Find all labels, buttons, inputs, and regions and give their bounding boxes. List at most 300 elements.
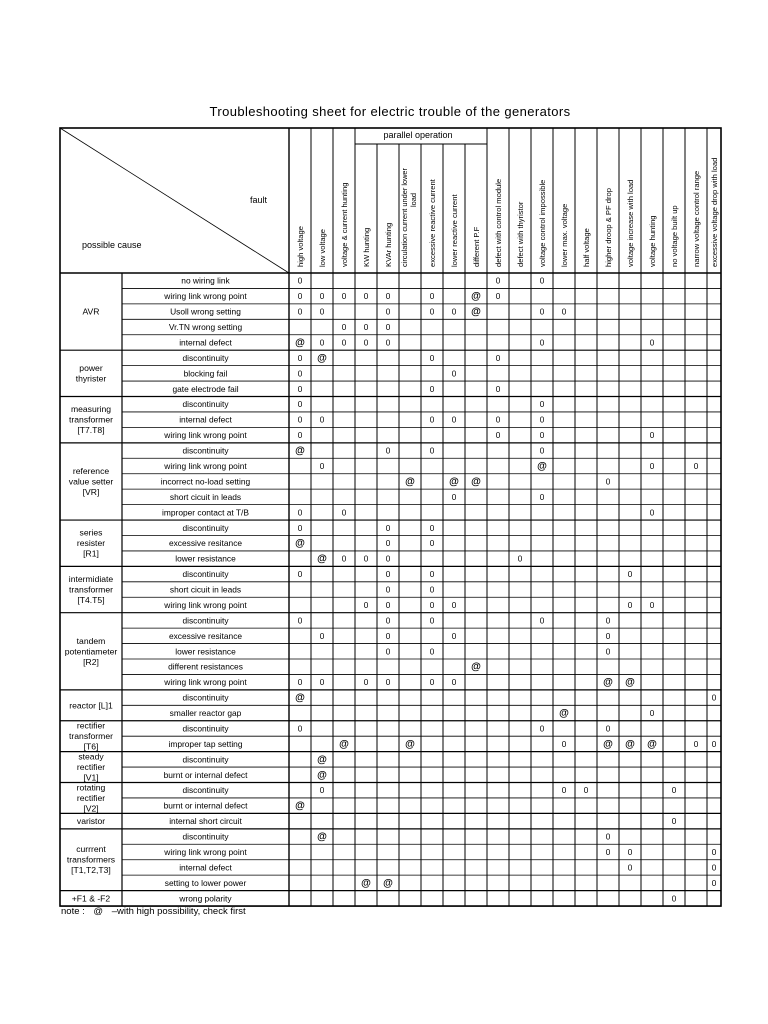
note-label: note : (61, 906, 85, 917)
possible-mark: 0 (319, 462, 325, 471)
high-possibility-mark: @ (317, 553, 327, 565)
possible-mark: 0 (451, 369, 457, 379)
possible-mark: 0 (649, 462, 655, 471)
possible-mark: 0 (297, 276, 303, 286)
high-possibility-mark: @ (295, 538, 305, 550)
possible-mark: 0 (561, 307, 567, 317)
high-possibility-mark: @ (339, 738, 349, 750)
fault-label: KVAr hunting (384, 222, 393, 267)
high-possibility-mark: @ (295, 337, 305, 349)
possible-mark: 0 (341, 292, 347, 302)
possible-mark: 0 (297, 724, 303, 734)
possible-mark: 0 (627, 848, 633, 857)
cause-group (77, 782, 106, 813)
possible-mark: 0 (341, 508, 347, 518)
cause-label: different resistances (168, 661, 243, 672)
table-row (163, 461, 698, 472)
cause-label: wrong polarity (179, 893, 232, 904)
cause-label: discontinuity (182, 615, 229, 626)
fault-label: excessive reactive current (428, 179, 437, 267)
high-possibility-mark: @ (471, 476, 481, 488)
cause-label: internal defect (179, 862, 232, 873)
table-row (179, 862, 717, 872)
possible-mark: 0 (319, 786, 325, 796)
fault-label: voltage hunting (648, 215, 657, 267)
possible-mark: 0 (649, 709, 655, 719)
possible-mark: 0 (693, 462, 699, 471)
possible-mark: 0 (539, 415, 545, 425)
possible-mark: 0 (297, 353, 303, 363)
fault-label: fault (250, 195, 268, 205)
group-name: rectifier (76, 792, 106, 803)
fault-label: higher droop & PF drop (604, 188, 613, 267)
high-possibility-mark: @ (537, 461, 547, 472)
fault-column-header (538, 180, 547, 267)
possible-mark: 0 (363, 600, 369, 610)
fault-column-header (362, 228, 371, 267)
possible-mark: 0 (363, 678, 369, 688)
possible-mark: 0 (627, 863, 633, 873)
possible-mark: 0 (297, 307, 303, 317)
fault-label: narrow voltage control range (692, 170, 701, 267)
fault-column-header (626, 180, 635, 267)
group-name: AVR (82, 306, 100, 317)
table-row (182, 754, 327, 765)
fault-column-header (648, 215, 657, 267)
cause-label: discontinuity (182, 445, 229, 456)
cause-label: wiring link wrong point (164, 291, 247, 302)
possible-mark: 0 (363, 323, 369, 333)
high-possibility-mark: @ (317, 754, 327, 766)
fault-column-header (296, 226, 305, 267)
possible-mark: 0 (319, 415, 325, 425)
table-row (169, 322, 391, 332)
possible-mark: 0 (605, 616, 611, 626)
possible-mark: 0 (451, 631, 457, 641)
table-row (182, 693, 716, 704)
high-possibility-mark: @ (405, 738, 415, 750)
fault-label: defect with thyristor (516, 201, 525, 267)
possible-mark: 0 (627, 600, 633, 610)
possible-mark: 0 (539, 616, 545, 626)
cause-label: internal defect (179, 337, 232, 348)
possible-cause-label: possible cause (82, 240, 142, 250)
fault-column-header (582, 228, 591, 267)
fault-label: no voltage built up (670, 205, 679, 267)
cause-label: internal short circuit (169, 816, 242, 827)
cause-label: burnt or internal defect (163, 800, 248, 811)
group-name: rectifier (76, 762, 106, 773)
table-header (82, 130, 453, 250)
possible-mark: 0 (429, 600, 435, 610)
cause-label: discontinuity (182, 352, 229, 363)
possible-mark: 0 (429, 539, 435, 549)
possible-mark: 0 (605, 848, 611, 857)
possible-mark: 0 (297, 292, 303, 302)
table-row (182, 785, 676, 795)
possible-mark: 0 (297, 415, 303, 425)
fault-column-header (560, 204, 569, 267)
possible-mark: 0 (495, 384, 501, 394)
cause-label: lower resistance (175, 553, 236, 564)
table-row (182, 446, 544, 457)
group-name: [V2] (83, 803, 99, 814)
possible-mark: 0 (385, 600, 391, 610)
possible-mark: 0 (297, 616, 303, 626)
possible-mark: 0 (561, 786, 567, 796)
group-name: currrent (76, 844, 106, 855)
cause-label: discontinuity (182, 522, 229, 533)
possible-mark: 0 (363, 292, 369, 302)
fault-column-header (494, 179, 503, 267)
cause-label: wiring link wrong point (164, 461, 247, 471)
cause-label: incorrect no-load setting (160, 476, 251, 487)
cause-label: no wiring link (181, 275, 230, 286)
group-name: [R2] (83, 656, 99, 667)
table-row (182, 723, 610, 733)
group-name: varistor (76, 816, 106, 827)
possible-mark: 0 (429, 523, 435, 533)
possible-mark: 0 (605, 631, 611, 641)
group-name: transformers (66, 854, 116, 865)
possible-mark: 0 (429, 384, 435, 394)
possible-mark: 0 (429, 678, 435, 688)
possible-mark: 0 (539, 492, 545, 502)
possible-mark: 0 (561, 739, 567, 749)
group-name: resister (76, 538, 106, 549)
possible-mark: 0 (539, 307, 545, 317)
possible-mark: 0 (451, 415, 457, 425)
table-row (161, 476, 611, 487)
possible-mark: 0 (341, 338, 347, 348)
high-possibility-mark: @ (317, 831, 327, 843)
possible-mark: 0 (605, 647, 611, 657)
possible-mark: 0 (385, 292, 391, 302)
table-row (182, 523, 434, 533)
fault-column-header (384, 223, 393, 267)
group-name: +F1 & -F2 (71, 893, 111, 904)
possible-mark: 0 (693, 739, 699, 749)
possible-mark: 0 (385, 631, 391, 641)
table-row (182, 399, 544, 409)
group-name: steady (78, 751, 104, 762)
possible-mark: 0 (451, 492, 457, 502)
fault-label: voltage control impossible (538, 179, 547, 267)
possible-mark: 0 (671, 786, 677, 796)
cause-label: wiring link wrong point (164, 430, 247, 441)
high-possibility-mark: @ (449, 476, 459, 488)
cause-label: excessive resitance (168, 538, 243, 549)
possible-mark: 0 (517, 554, 523, 564)
possible-mark: 0 (429, 353, 435, 363)
table-row (175, 646, 610, 656)
table-row (164, 770, 328, 781)
possible-mark: 0 (385, 323, 391, 333)
possible-mark: 0 (649, 338, 655, 348)
cause-label: short cicuit in leads (169, 584, 242, 595)
fault-column-header (670, 205, 679, 267)
possible-mark: 0 (539, 431, 545, 441)
note-text: –with high possibility, check first (111, 906, 246, 917)
high-possibility-mark: @ (471, 291, 481, 303)
cause-label: discontinuity (182, 723, 229, 734)
cause-group (82, 307, 99, 317)
fault-column-header (516, 201, 525, 267)
group-name: [T4.T5] (77, 595, 105, 606)
cause-label: improper tap setting (168, 738, 243, 749)
parallel-operation-label: parallel operation (383, 130, 453, 140)
group-name: potentiameter (64, 646, 118, 657)
possible-mark: 0 (319, 307, 325, 317)
possible-mark: 0 (341, 554, 347, 564)
group-name: rectifier (76, 720, 106, 731)
high-possibility-mark: @ (295, 692, 305, 704)
cause-label: short cicuit in leads (169, 491, 242, 502)
cause-label: wiring link wrong point (164, 599, 247, 610)
possible-mark: 0 (385, 554, 391, 564)
possible-mark: 0 (539, 724, 545, 734)
fault-label: lower reactive current (450, 194, 459, 267)
cause-label: wiring link wrong point (164, 847, 247, 857)
cause-label: Vr.TN wrong setting (168, 322, 243, 333)
possible-mark: 0 (539, 276, 545, 286)
fault-label: excessive voltage drop with load (710, 157, 719, 267)
table-row (170, 307, 567, 318)
possible-mark: 0 (319, 678, 325, 688)
cause-group (67, 844, 115, 875)
group-name: [T1,T2,T3] (71, 865, 111, 876)
fault-column-header (472, 226, 481, 267)
cause-label: discontinuity (182, 399, 229, 410)
possible-mark: 0 (539, 446, 545, 456)
table-row (178, 893, 676, 903)
group-name: [T6] (83, 741, 99, 752)
possible-mark: 0 (583, 786, 589, 796)
possible-mark: 0 (649, 431, 655, 441)
high-possibility-mark: @ (559, 708, 569, 720)
fault-label: defect with control module (494, 178, 503, 267)
fault-label: voltage increase with load (626, 179, 635, 267)
group-name: tandem (76, 635, 106, 646)
possible-mark: 0 (671, 817, 677, 827)
cause-label: gate electrode fail (172, 383, 239, 394)
possible-mark: 0 (429, 647, 435, 657)
table-row (163, 847, 716, 857)
possible-mark: 0 (429, 585, 435, 595)
group-name: measuring (70, 404, 112, 415)
high-possibility-mark: @ (625, 677, 635, 689)
possible-mark: 0 (495, 292, 501, 302)
cause-label: Usoll wrong setting (170, 306, 241, 317)
group-name: transformer (69, 731, 113, 742)
high-possibility-mark: @ (317, 769, 327, 781)
fault-column-header (604, 188, 613, 267)
cause-label: internal defect (179, 414, 232, 425)
fault-label: lower max. voltage (560, 203, 569, 267)
high-possibility-mark: @ (625, 738, 635, 750)
possible-mark: 0 (385, 616, 391, 626)
table-row (179, 415, 545, 425)
cause-label: setting to lower power (164, 877, 247, 888)
cause-group (69, 721, 113, 752)
possible-mark: 0 (385, 523, 391, 533)
high-possibility-mark: @ (317, 352, 327, 364)
possible-mark: 0 (429, 307, 435, 317)
group-name: reference (72, 465, 110, 476)
cause-group (77, 528, 105, 559)
table-row (163, 291, 500, 302)
possible-mark: 0 (363, 554, 369, 564)
possible-mark: 0 (429, 570, 435, 580)
group-name: series (79, 527, 103, 538)
possible-mark: 0 (385, 678, 391, 688)
table-row (184, 368, 457, 378)
table-row (168, 662, 481, 673)
cause-group (69, 574, 114, 605)
group-name: intermidiate (68, 574, 114, 585)
group-name: reactor [L]1 (69, 700, 113, 711)
cause-group (65, 636, 118, 667)
possible-mark: 0 (385, 647, 391, 657)
cause-group (69, 466, 114, 497)
possible-mark: 0 (385, 446, 391, 456)
cause-label: discontinuity (182, 785, 229, 796)
fault-label: voltage & current hunting (340, 182, 349, 267)
possible-mark: 0 (297, 678, 303, 688)
high-possibility-mark: @ (383, 877, 393, 889)
group-name: transformer (69, 584, 113, 595)
possible-mark: 0 (341, 323, 347, 333)
group-name: power (79, 363, 103, 374)
high-possibility-mark: @ (471, 306, 481, 318)
cause-label: discontinuity (182, 831, 229, 842)
cause-label: discontinuity (182, 754, 229, 765)
possible-mark: 0 (605, 477, 611, 487)
possible-mark: 0 (711, 878, 717, 888)
cause-label: discontinuity (182, 692, 229, 703)
fault-label: high voltage (296, 226, 305, 267)
table-row (179, 337, 655, 348)
table-row (169, 631, 611, 641)
possible-mark: 0 (711, 739, 717, 749)
table-row (181, 276, 544, 286)
possible-mark: 0 (451, 307, 457, 317)
high-possibility-mark: @ (603, 738, 613, 750)
possible-mark: 0 (495, 415, 501, 425)
high-possibility-mark: @ (295, 800, 305, 812)
fault-column-header (340, 183, 349, 267)
table-row (175, 554, 522, 565)
cause-label: wiring link wrong point (164, 677, 247, 688)
group-name: [T7.T8] (77, 425, 105, 436)
high-possibility-mark: @ (295, 445, 305, 457)
possible-mark: 0 (649, 508, 655, 518)
possible-mark: 0 (297, 384, 303, 394)
fault-column-header (450, 194, 459, 267)
note (61, 906, 252, 917)
fault-label: KW hunting (362, 227, 371, 267)
cause-group (69, 404, 113, 435)
group-name: [VR] (82, 486, 100, 497)
cause-group (72, 893, 111, 903)
possible-mark: 0 (297, 523, 303, 533)
cause-group (77, 752, 105, 783)
cause-label: blocking fail (183, 368, 228, 379)
possible-mark: 0 (385, 585, 391, 595)
possible-mark: 0 (319, 338, 325, 348)
table-row (163, 600, 654, 610)
cause-label: smaller reactor gap (169, 708, 242, 719)
table-row (182, 832, 610, 843)
cause-label: lower resistance (175, 646, 236, 657)
possible-mark: 0 (649, 600, 655, 610)
group-name: [R1] (83, 548, 99, 559)
possible-mark: 0 (319, 292, 325, 302)
possible-mark: 0 (627, 570, 633, 580)
cause-label: excessive resitance (168, 630, 243, 641)
cause-group (77, 816, 105, 826)
possible-mark: 0 (711, 863, 717, 873)
fault-column-header (400, 167, 418, 267)
fault-label: low voltage (318, 229, 327, 267)
group-name: [V1] (83, 772, 99, 783)
table-row (163, 430, 654, 440)
note-symbol: @ (93, 906, 104, 917)
fault-column-header (428, 178, 437, 267)
fault-label: different P.F (472, 226, 481, 267)
possible-mark: 0 (495, 276, 501, 286)
possible-mark: 0 (539, 400, 545, 410)
possible-mark: 0 (319, 631, 325, 641)
fault-label-part: circulation current under lower (400, 168, 409, 267)
possible-mark: 0 (495, 353, 501, 363)
possible-mark: 0 (297, 369, 303, 379)
possible-mark: 0 (451, 600, 457, 610)
table-row (172, 384, 500, 394)
high-possibility-mark: @ (361, 877, 371, 889)
cause-group (69, 700, 113, 710)
cause-group (76, 363, 107, 384)
possible-mark: 0 (429, 292, 435, 302)
possible-mark: 0 (385, 307, 391, 317)
possible-mark: 0 (495, 431, 501, 441)
high-possibility-mark: @ (603, 677, 613, 689)
possible-mark: 0 (385, 570, 391, 580)
fault-columns (296, 158, 719, 267)
group-name: value setter (68, 476, 114, 487)
fault-column-header (318, 229, 327, 267)
cause-label: discontinuity (182, 569, 229, 580)
sheet-title: Troubleshooting sheet for electric trouble of the generators (209, 104, 571, 119)
table-row (182, 353, 500, 364)
possible-mark: 0 (385, 539, 391, 549)
group-name: thyrister (75, 373, 107, 384)
possible-mark: 0 (297, 400, 303, 410)
table-row (170, 492, 545, 502)
possible-mark: 0 (605, 724, 611, 734)
possible-mark: 0 (363, 338, 369, 348)
table-row (170, 585, 435, 595)
high-possibility-mark: @ (471, 661, 481, 673)
possible-mark: 0 (297, 508, 303, 518)
possible-mark: 0 (711, 693, 717, 703)
possible-mark: 0 (711, 848, 717, 857)
possible-mark: 0 (539, 338, 545, 348)
table-row (164, 801, 306, 812)
possible-mark: 0 (385, 338, 391, 348)
possible-mark: 0 (671, 894, 677, 904)
high-possibility-mark: @ (405, 476, 415, 488)
